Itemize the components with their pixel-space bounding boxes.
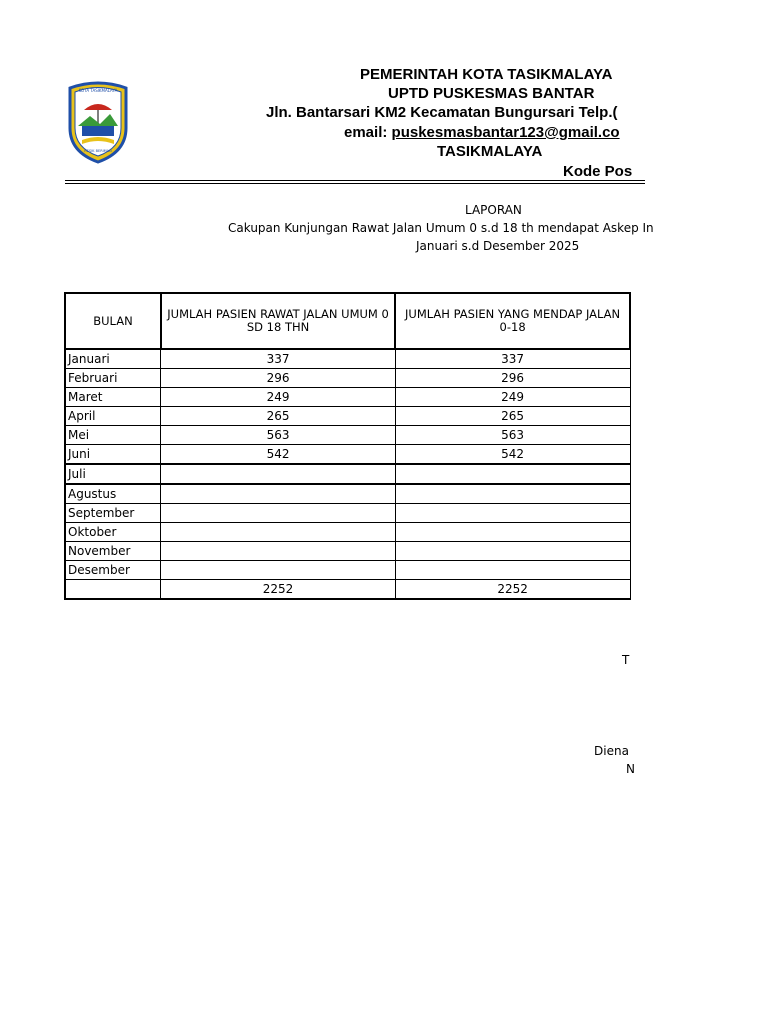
value-cell bbox=[395, 464, 630, 484]
value-cell bbox=[161, 542, 395, 561]
table-row bbox=[65, 369, 630, 388]
header-government: PEMERINTAH KOTA TASIKMALAYA bbox=[360, 66, 613, 83]
table-row bbox=[65, 561, 630, 580]
header-divider-top bbox=[65, 180, 645, 181]
report-title: LAPORAN bbox=[465, 203, 522, 217]
table-row bbox=[65, 445, 630, 465]
value-cell bbox=[161, 561, 395, 580]
table-row bbox=[65, 504, 630, 523]
value-cell bbox=[161, 484, 395, 504]
header-email-line bbox=[344, 124, 620, 141]
value-cell: 265 bbox=[161, 407, 395, 426]
value-cell: 265 bbox=[395, 407, 630, 426]
month-cell: Desember bbox=[65, 561, 161, 580]
value-cell bbox=[395, 561, 630, 580]
report-subtitle: Cakupan Kunjungan Rawat Jalan Umum 0 s.d 18 th mendapat Askep In bbox=[228, 221, 654, 235]
table-row bbox=[65, 349, 630, 369]
month-cell: Mei bbox=[65, 426, 161, 445]
value-cell: 542 bbox=[161, 445, 395, 465]
month-cell: Juli bbox=[65, 464, 161, 484]
visits-table bbox=[64, 292, 631, 600]
table-row bbox=[65, 523, 630, 542]
value-cell bbox=[395, 523, 630, 542]
total-label-cell bbox=[65, 580, 161, 600]
month-cell: Maret bbox=[65, 388, 161, 407]
header-outpatients: JUMLAH PASIEN RAWAT JALAN UMUM 0 SD 18 THN bbox=[161, 293, 395, 349]
table-total-row bbox=[65, 580, 630, 600]
value-cell: 249 bbox=[395, 388, 630, 407]
value-cell: 337 bbox=[395, 349, 630, 369]
table-row bbox=[65, 407, 630, 426]
value-cell: 249 bbox=[161, 388, 395, 407]
footer-signatory-id: N bbox=[626, 762, 635, 776]
value-cell bbox=[395, 504, 630, 523]
logo-motto: RESIK BERIMAN bbox=[84, 149, 112, 153]
value-cell: 542 bbox=[395, 445, 630, 465]
value-cell: 296 bbox=[161, 369, 395, 388]
email-label: email: bbox=[344, 124, 388, 141]
month-cell: April bbox=[65, 407, 161, 426]
table-header-row bbox=[65, 293, 630, 349]
month-cell: September bbox=[65, 504, 161, 523]
month-cell: Februari bbox=[65, 369, 161, 388]
month-cell: Januari bbox=[65, 349, 161, 369]
value-cell: 337 bbox=[161, 349, 395, 369]
header-divider-bottom bbox=[65, 183, 645, 184]
header-city: TASIKMALAYA bbox=[437, 143, 543, 160]
header-month: BULAN bbox=[65, 293, 161, 349]
month-cell: Agustus bbox=[65, 484, 161, 504]
footer-place-date: T bbox=[622, 653, 630, 667]
logo-text: KOTA TASIKMALAYA bbox=[78, 88, 118, 93]
value-cell: 296 bbox=[395, 369, 630, 388]
footer-signatory-name: Diena bbox=[594, 744, 629, 758]
table-row bbox=[65, 464, 630, 484]
value-cell bbox=[161, 523, 395, 542]
value-cell bbox=[395, 542, 630, 561]
value-cell: 563 bbox=[161, 426, 395, 445]
header-postal-code: Kode Pos bbox=[563, 163, 633, 180]
table-row bbox=[65, 542, 630, 561]
table-row bbox=[65, 426, 630, 445]
value-cell bbox=[161, 464, 395, 484]
header-institution: UPTD PUSKESMAS BANTAR bbox=[388, 85, 595, 102]
total-value-cell: 2252 bbox=[161, 580, 395, 600]
header-address: Jln. Bantarsari KM2 Kecamatan Bungursari Telp.( bbox=[266, 104, 618, 121]
month-cell: Oktober bbox=[65, 523, 161, 542]
email-link[interactable]: puskesmasbantar123@gmail.co bbox=[391, 124, 620, 141]
value-cell: 563 bbox=[395, 426, 630, 445]
value-cell bbox=[395, 484, 630, 504]
table-row bbox=[65, 484, 630, 504]
value-cell bbox=[161, 504, 395, 523]
report-period: Januari s.d Desember 2025 bbox=[416, 239, 580, 253]
table-row bbox=[65, 388, 630, 407]
month-cell: Juni bbox=[65, 445, 161, 465]
total-value-cell: 2252 bbox=[395, 580, 630, 600]
month-cell: November bbox=[65, 542, 161, 561]
header-insured-patients: JUMLAH PASIEN YANG MENDAP JALAN 0-18 bbox=[395, 293, 630, 349]
city-emblem-logo bbox=[66, 78, 130, 164]
